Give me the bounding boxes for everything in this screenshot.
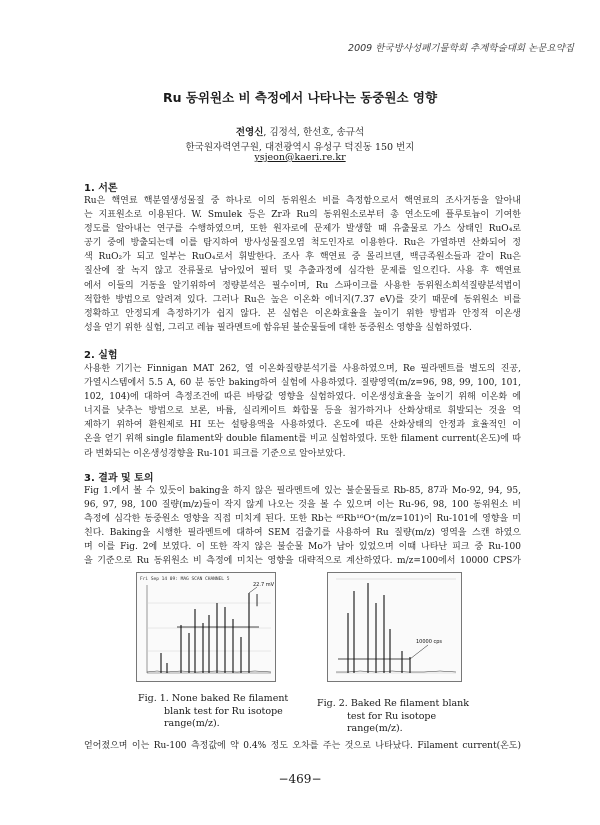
body-line: 적합한 방법으로 알려져 있다. 그러나 Ru은 높은 이온화 에너지(7.37 eV)를 갖기 때문에 동위원소 비를 <box>84 294 521 305</box>
body-line: 공기 중에 방출되는데 이를 탐지하여 방사성물질오염 척도인자로 이용한다. Ru은 가열하면 산화되어 정 <box>84 238 521 249</box>
section-body-results <box>84 484 521 569</box>
section-heading-experiment: 2. 실험 <box>84 350 118 361</box>
co-authors: , 김정석, 한선호, 송규석 <box>263 127 365 138</box>
caption-line: blank test for Ru isotope <box>164 705 283 717</box>
lead-author: 전영신 <box>235 127 264 138</box>
figure-1-spectrum <box>136 572 276 682</box>
body-line: 정도를 알아내는 연구를 수행하였으며, 또한 원자로에 문제가 발생할 때 유출물로 가스 상태인 RuO₄로 <box>84 224 521 235</box>
running-head: 2009 한국방사성폐기물학회 추계학술대회 논문요약집 <box>348 43 574 54</box>
paper-title: Ru 동위원소 비 측정에서 나타나는 동중원소 영향 <box>162 90 438 105</box>
figure-2-annotation: 10000 cps <box>416 639 443 645</box>
body-line: 라 변화되는 이온생성경향을 Ru-101 피크를 기준으로 알아보았다. <box>84 448 346 459</box>
caption-line: range(m/z). <box>347 723 403 734</box>
body-line: 는 지표원소로 이용된다. W. Smulek 등은 Zr과 Ru의 동위원소로부터 총 연소도에 플루토늄이 기여한 <box>84 210 521 221</box>
body-line: 너지를 낮추는 방법으로 보론, 바륨, 실리케이트 화합물 등을 첨가하거나 산화상태로 휘발되는 것을 억 <box>84 406 521 417</box>
caption-line: Fig. 2. Baked Re filament blank <box>317 698 470 709</box>
page-number: −469− <box>278 772 322 786</box>
body-line: 102, 104)에 대하여 측정조건에 따른 바탕값 영향을 실험하였다. 이온생성효율을 높이기 위해 이온화 에 <box>84 392 521 403</box>
body-line: 성을 얻기 위한 실험, 그리고 레늄 필라멘트에 함유된 불순물들에 대한 동중원소 영향을 실험하였다. <box>84 322 472 333</box>
figure-1-header: Fri Sep 14 09: MAG SCAN CHANNEL 5 <box>140 577 230 582</box>
body-line: Ru은 핵연료 핵분열생성물질 중 하나로 이의 동위원소 비를 측정함으로서 핵연료의 조사거동을 알아내 <box>84 196 521 206</box>
body-line: 며 이를 Fig. 2에 보였다. 이 또한 작지 않은 불순물 Mo가 남아 있었으며 이때 나타난 피크 중 Ru-100 <box>84 542 521 553</box>
figure-1-annotation: 22.7 mV <box>253 582 275 588</box>
body-line: 에서 이들의 거동을 알기위하여 정량분석은 필수이며, Ru 스파이크를 사용한 동위원소희석질량분석법이 <box>84 280 521 291</box>
section-body-intro <box>84 194 521 335</box>
body-line: 96, 97, 98, 100 질량(m/z)들이 작지 않게 나오는 것을 볼 수 있으며 이는 Ru-96, 98, 100 동위원소 비 <box>84 500 521 511</box>
author-list <box>0 124 600 138</box>
figure-1-caption <box>138 693 288 731</box>
email-link[interactable]: ysjeon@kaeri.re.kr <box>254 152 346 163</box>
body-line: 제하기 위하여 환원제로 HI 또는 설탕용액을 사용하였다. 온도에 따른 산화상태의 안정과 효율적인 이 <box>84 420 521 431</box>
section-heading-results: 3. 결과 및 토의 <box>84 473 154 484</box>
body-line: 질산에 잘 녹지 않고 잔류물로 남아있어 필터 및 추출과정에 심각한 문제를 일으킨다. 사용 후 핵연료 <box>84 266 521 277</box>
caption-line: test for Ru isotope <box>347 710 437 722</box>
body-line: 얻어졌으며 이는 Ru-100 측정값에 약 0.4% 정도 오차를 주는 것으로 나타났다. Filament current(온도) <box>84 741 521 751</box>
affiliation: 한국원자력연구원, 대전광역시 유성구 덕진동 150 번지 <box>185 142 415 153</box>
svg-text:|: | <box>255 592 260 606</box>
body-line: 친다. Baking을 시행한 필라멘트에 대하여 SEM 검출기를 사용하여 Ru 질량(m/z) 영역을 스캔 하였으 <box>84 528 521 539</box>
body-line: 가열시스템에서 5.5 A, 60 분 동안 baking하여 실험에 사용하였다. 질량영역(m/z=96, 98, 99, 100, 101, <box>84 378 521 389</box>
closing-paragraph <box>84 739 521 753</box>
figure-2-spectrum <box>327 572 462 682</box>
figure-2-plot <box>328 573 461 681</box>
caption-line: Fig. 1. None baked Re filament <box>138 693 289 704</box>
section-heading-intro: 1. 서론 <box>84 183 118 194</box>
body-line: 사용한 기기는 Finnigan MAT 262, 열 이온화질량분석기를 사용하였으며, Re 필라멘트를 별도의 진공, <box>84 364 521 374</box>
figure-1-plot <box>137 573 275 681</box>
body-line: Fig 1.에서 볼 수 있듯이 baking을 하지 않은 필라멘트에 있는 불순물들로 Rb-85, 87과 Mo-92, 94, 95, <box>84 486 521 496</box>
figure-2-caption <box>317 698 469 736</box>
body-line: 온을 얻기 위해 single filament와 double filament를 비교 실험하였다. 또한 filament current(온도)에 따 <box>84 434 521 445</box>
section-body-experiment <box>84 362 521 461</box>
body-line: 측정에 심각한 동중원소 영향을 직접 미치게 된다. 또한 Rb는 ⁸⁵Rb¹⁶O⁺(m/z=101)이 Ru-101에 영향을 미 <box>84 514 521 525</box>
body-line: 정확하고 안정되게 측정하기가 쉽지 않다. 본 실험은 이온화효율을 높이기 위한 방법과 안정적 이온생 <box>84 308 521 319</box>
body-line: 색 RuO₂가 되고 일부는 RuO₄로서 휘발한다. 조사 후 핵연료 중 몰리브덴, 백금족원소들과 같이 Ru은 <box>84 252 521 263</box>
caption-line: range(m/z). <box>164 718 220 729</box>
body-line: 을 기준으로 Ru 동위원소 비 측정에 미치는 영향을 대략적으로 계산하였다. m/z=100에서 10000 CPS가 <box>84 556 521 567</box>
